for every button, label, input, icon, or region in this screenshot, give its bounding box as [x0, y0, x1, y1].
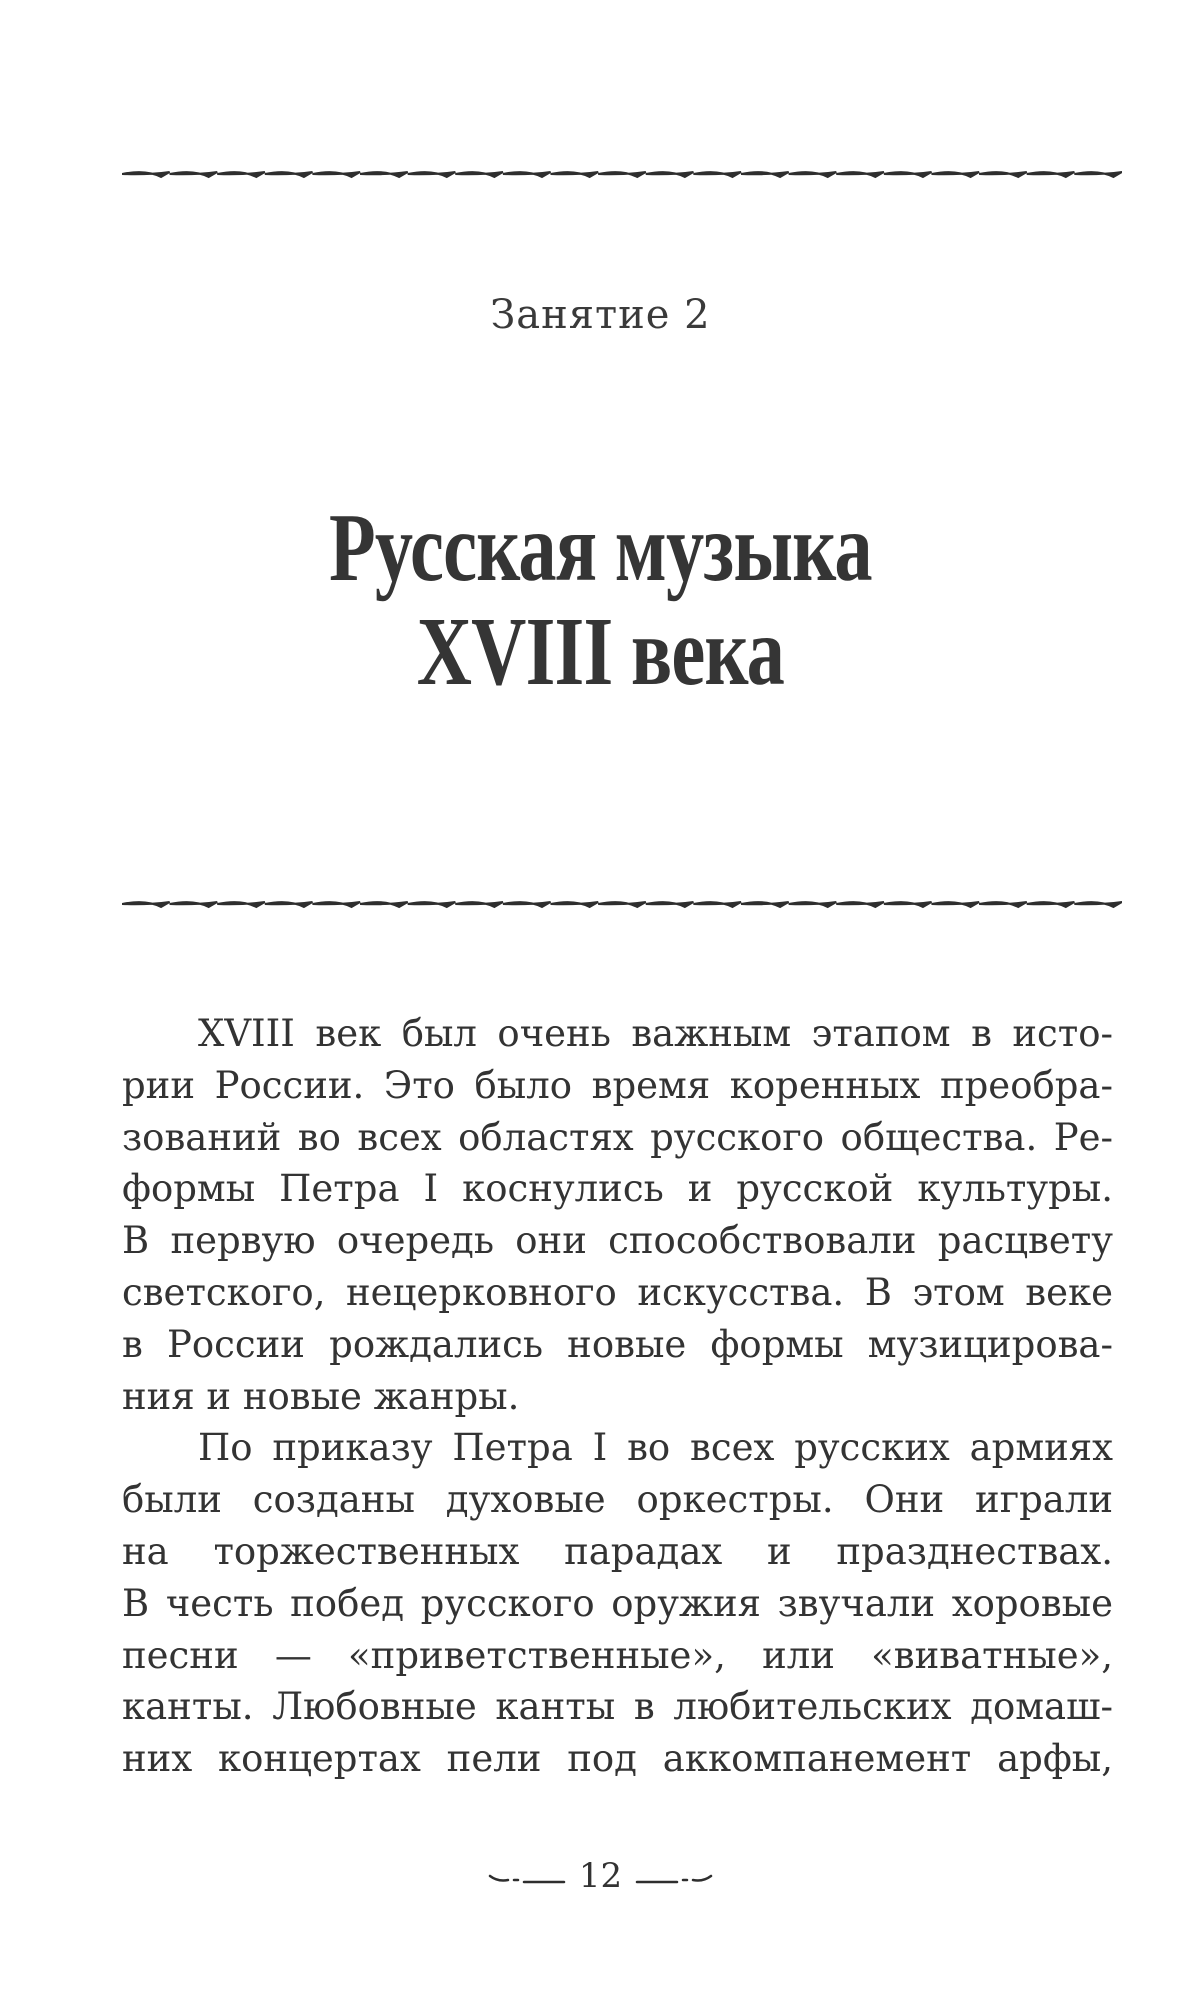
text-line: на торжественных парадах и празднествах. [122, 1529, 1113, 1573]
divider-scallop [693, 902, 741, 907]
text-line: В первую очередь они способствовали расцвету [122, 1219, 1113, 1263]
divider-scallop [979, 172, 1027, 177]
divider-scallop [1027, 902, 1075, 907]
text-line: ния и новые жанры. [122, 1374, 520, 1418]
body-text [122, 1008, 1113, 1785]
divider-scallop [979, 902, 1027, 907]
text-line: были созданы духовые оркестры. Они играли [122, 1478, 1113, 1522]
page-number: 12 [578, 1856, 623, 1896]
chapter-title-line-1: Русская музыка [328, 494, 872, 602]
divider-scallop [455, 172, 503, 177]
divider-scallop [1074, 172, 1122, 177]
divider-scallop [503, 902, 551, 907]
footer-ornament-left-icon [488, 1868, 568, 1888]
page-footer [0, 1856, 1201, 1896]
text-line: По приказу Петра I во всех русских армиях [198, 1426, 1113, 1470]
divider-scallop [884, 902, 932, 907]
divider-scallop [884, 172, 932, 177]
divider-scallop [932, 902, 980, 907]
ornamental-divider-top [122, 164, 1122, 188]
text-line: XVIII век был очень важным этапом в исто- [198, 1012, 1113, 1055]
divider-scallop [217, 902, 265, 907]
divider-scallop [408, 172, 456, 177]
divider-scallop [789, 902, 837, 907]
divider-scallop [1074, 902, 1122, 907]
text-line: песни — «приветственные», или «виватные», [122, 1633, 1113, 1677]
text-line: канты. Любовные канты в любительских домаш- [122, 1685, 1113, 1729]
lesson-label: Занятие 2 [490, 292, 711, 338]
divider-scallop [598, 172, 646, 177]
divider-scallop [170, 902, 218, 907]
divider-scallop [360, 172, 408, 177]
divider-scallop [122, 902, 170, 907]
divider-scallop [170, 172, 218, 177]
text-line: в России рождались новые формы музицирова- [122, 1322, 1113, 1366]
divider-scallop [551, 902, 599, 907]
divider-scallop [693, 172, 741, 177]
divider-scallop [265, 902, 313, 907]
text-line: формы Петра I коснулись и русской культуры. [122, 1167, 1113, 1211]
divider-scallop [217, 172, 265, 177]
divider-scallop [312, 172, 360, 177]
divider-scallop [789, 172, 837, 177]
text-line: рии России. Это было время коренных преобра- [122, 1063, 1113, 1107]
divider-scallop [598, 902, 646, 907]
divider-scallop [1027, 172, 1075, 177]
text-line: зований во всех областях русского общества. Ре- [122, 1115, 1113, 1159]
divider-scallop [646, 172, 694, 177]
divider-scallop [836, 902, 884, 907]
divider-scallop [122, 172, 170, 177]
text-line: них концертах пели под аккомпанемент арфы, [122, 1737, 1113, 1781]
divider-scallop [932, 172, 980, 177]
divider-scallop [360, 902, 408, 907]
chapter-title-line-2: XVIII века [416, 598, 785, 706]
divider-scallop [503, 172, 551, 177]
divider-scallop [741, 902, 789, 907]
text-line: В честь побед русского оружия звучали хоровые [122, 1581, 1113, 1625]
divider-scallop [455, 902, 503, 907]
ornamental-divider-bottom [122, 894, 1122, 918]
divider-scallop [741, 172, 789, 177]
divider-scallop [646, 902, 694, 907]
divider-scallop [265, 172, 313, 177]
text-line: светского, нецерковного искусства. В этом веке [122, 1270, 1113, 1314]
divider-scallop [408, 902, 456, 907]
divider-scallop [836, 172, 884, 177]
divider-scallop [312, 902, 360, 907]
footer-ornament-right-icon [633, 1868, 713, 1888]
chapter-title [132, 496, 1069, 704]
divider-scallop [551, 172, 599, 177]
